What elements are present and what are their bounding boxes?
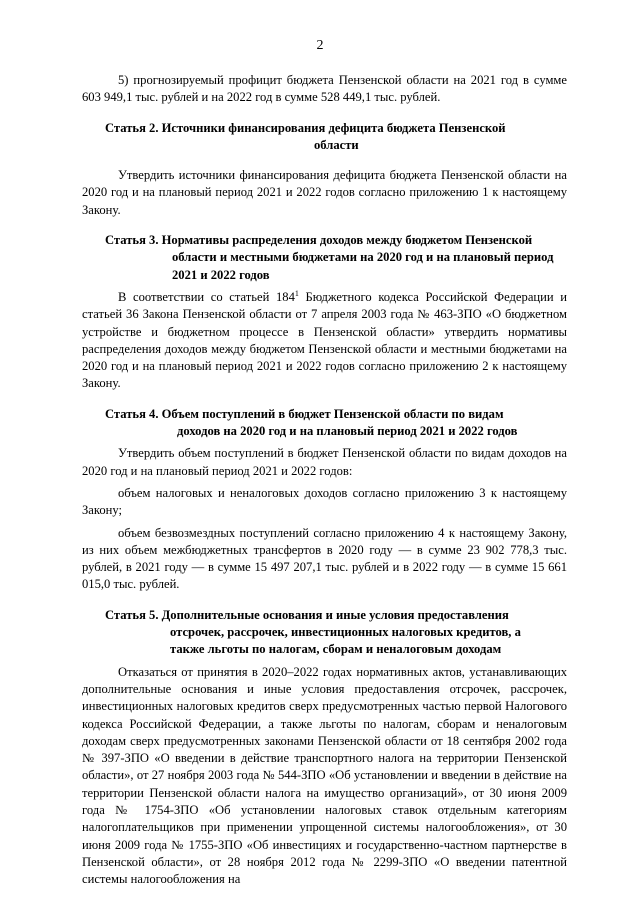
article-2-title-line-2: области xyxy=(314,137,359,152)
item-5-paragraph: 5) прогнозируемый профицит бюджета Пензенской области на 2021 год в сумме 603 949,1 тыс. рублей и на 2022 год в сумме 528 449,1 тыс. рублей. xyxy=(82,73,567,105)
article-5-title xyxy=(82,607,567,659)
article-3-text-start: В соответствии со статьей 184 xyxy=(118,289,295,304)
article-3-title-line-3: 2021 и 2022 годов xyxy=(172,267,270,282)
article-5-title-line-2: отсрочек, рассрочек, инвестиционных налоговых кредитов, а xyxy=(170,625,521,640)
article-4-paragraph-3: объем безвозмездных поступлений согласно приложению 4 к настоящему Закону, из них объем межбюджетных трансфертов в 2020 году — в сумме 23 902 778,3 тыс. рублей, в 2021 году — в сумме 15 497 207,1 тыс. рублей и в 2022 году — в сумме 15 661 015,0 тыс. рублей. xyxy=(82,525,567,592)
page-number: 2 xyxy=(316,38,324,53)
article-3-title-line-2: области и местными бюджетами на 2020 год и на плановый период xyxy=(172,250,554,265)
document-body xyxy=(82,72,567,888)
article-5-title-line-3: также льготы по налогам, сборам и неналоговым доходам xyxy=(170,642,502,657)
article-3-superscript: 1 xyxy=(294,288,299,298)
article-2-title xyxy=(82,120,567,155)
article-4-paragraph-2: объем налоговых и неналоговых доходов согласно приложению 3 к настоящему Закону; xyxy=(82,485,567,518)
article-3-title-line-1: Статья 3. Нормативы распределения доходов между бюджетом Пензенской xyxy=(105,233,533,248)
article-4-paragraph-1: Утвердить объем поступлений в бюджет Пензенской области по видам доходов на 2020 год и на плановый период 2021 и 2022 годов: xyxy=(82,446,567,478)
article-4-title xyxy=(82,406,567,441)
article-2-paragraph: Утвердить источники финансирования дефицита бюджета Пензенской области на 2020 год и на плановый период 2021 и 2022 годов согласно приложению 1 к настоящему Закону. xyxy=(82,168,567,217)
article-5-paragraph: Отказаться от принятия в 2020–2022 годах нормативных актов, устанавливающих дополнительные основания и иные условия предоставления отсрочек, рассрочек, инвестиционных налоговых кредитов сверх предусмотренных частью первой Налогового кодекса Российской Федерации, а также льготы по налогам, сборам и неналоговым доходам сверх предусмотренных законами Пензенской области от 18 сентября 2002 года № 397-ЗПО «О введении в действие транспортного налога на территории Пензенской области», от 27 ноября 2003 года № 544-ЗПО «Об установлении и введении в действие на территории Пензенской области налога на имущество организаций», от 30 июня 2009 года № 1754-ЗПО «Об установлении налоговых ставок отдельным категориям налогоплательщиков при применении упрощенной системы налогообложения», от 30 июня 2009 года № 1755-ЗПО «Об инвестициях и государственно-частном партнерстве в Пензенской области», от 28 ноября 2012 года № 2299-ЗПО «О введении патентной системы налогообложения на xyxy=(82,664,567,887)
article-3-title xyxy=(82,232,567,284)
article-4-title-line-2: доходов на 2020 год и на плановый период 2021 и 2022 годов xyxy=(177,424,518,439)
article-2-title-line-1: Статья 2. Источники финансирования дефицита бюджета Пензенской xyxy=(105,120,506,135)
article-4-title-line-1: Статья 4. Объем поступлений в бюджет Пензенской области по видам xyxy=(105,406,504,421)
article-3-paragraph xyxy=(82,289,567,393)
article-3-text-rest: Бюджетного кодекса Российской Федерации и статьей 36 Закона Пензенской области от 7 апреля 2003 года № 463-ЗПО «О бюджетном устройстве и бюджетном процессе в Пензенской области» утвердить нормативы распределения доходов между бюджетом Пензенской области и местными бюджетами на 2020 год и на плановый период 2021 и 2022 годов согласно приложению 2 к настоящему Закону. xyxy=(82,289,567,391)
article-5-title-line-1: Статья 5. Дополнительные основания и иные условия предоставления xyxy=(105,607,509,622)
